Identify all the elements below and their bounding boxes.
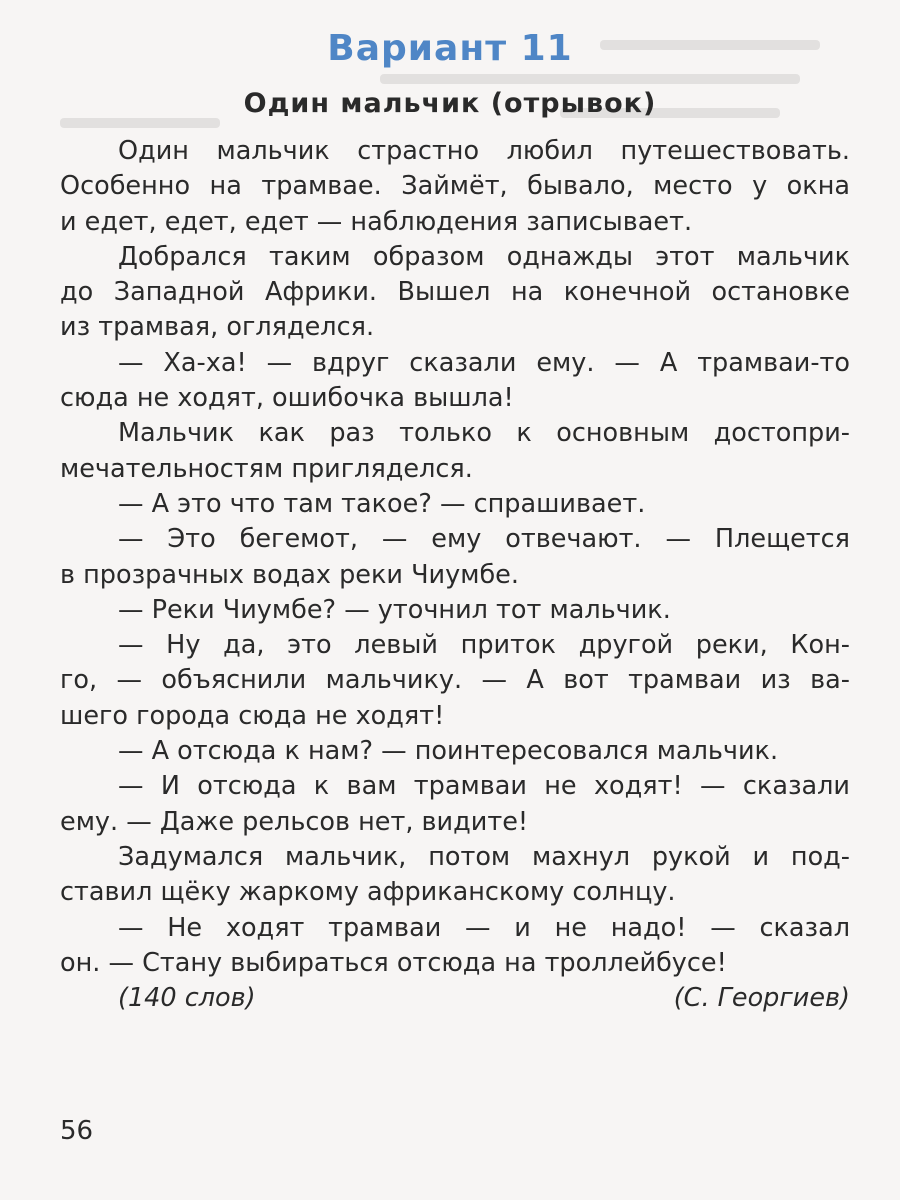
paragraph <box>60 522 850 593</box>
paragraph <box>60 911 850 982</box>
story-title: Один мальчик (отрывок) <box>243 88 657 119</box>
paragraph <box>60 593 850 628</box>
text-line: — Не ходят трамваи — и не надо! — сказал <box>118 912 850 943</box>
text-line: го, — объяснили мальчику. — А вот трамваи из ва- <box>60 665 850 696</box>
text-line: и едет, едет, едет — наблюдения записывает. <box>60 206 693 237</box>
text-line: он. — Стану выбираться отсюда на троллейбусе! <box>60 947 727 978</box>
paragraph <box>60 769 850 840</box>
text-line: — Ну да, это левый приток другой реки, Кон- <box>118 630 850 661</box>
text-line: сюда не ходят, ошибочка вышла! <box>60 383 514 414</box>
text-footer <box>60 981 850 1016</box>
text-line: — Ха-ха! — вдруг сказали ему. — А трамваи-то <box>118 347 850 378</box>
text-line: ему. — Даже рельсов нет, видите! <box>60 806 529 837</box>
author: (С. Георгиев) <box>673 983 850 1014</box>
word-count: (140 слов) <box>118 983 256 1014</box>
show-through-text <box>0 0 900 150</box>
text-line: ставил щёку жаркому африканскому солнцу. <box>60 877 676 908</box>
text-line: — Реки Чиумбе? — уточнил тот мальчик. <box>118 594 671 625</box>
text-line: — И отсюда к вам трамваи не ходят! — сказали <box>118 771 850 802</box>
variant-title: Вариант 11 <box>327 28 573 69</box>
text-line: Добрался таким образом однажды этот мальчик <box>118 241 850 272</box>
text-line: — А это что там такое? — спрашивает. <box>118 488 646 519</box>
text-line: Особенно на трамвае. Займёт, бывало, место у окна <box>60 171 850 202</box>
text-line: в прозрачных водах реки Чиумбе. <box>60 559 519 590</box>
paragraph <box>60 840 850 911</box>
story-text <box>60 134 850 1016</box>
paragraph <box>60 134 850 240</box>
text-line: Один мальчик страстно любил путешествовать. <box>118 136 850 166</box>
text-line: Мальчик как раз только к основным достопри- <box>118 418 850 449</box>
paragraph <box>60 240 850 346</box>
page-number: 56 <box>60 1116 94 1146</box>
paragraph <box>60 628 850 734</box>
text-line: — А отсюда к нам? — поинтересовался мальчик. <box>118 736 779 767</box>
text-line: из трамвая, огляделся. <box>60 312 375 343</box>
text-line: — Это бегемот, — ему отвечают. — Плещется <box>118 524 850 555</box>
text-line: до Западной Африки. Вышел на конечной остановке <box>60 277 850 308</box>
text-line: Задумался мальчик, потом махнул рукой и под- <box>118 841 850 872</box>
paragraph <box>60 487 850 522</box>
paragraph <box>60 416 850 487</box>
paragraph <box>60 346 850 417</box>
text-line: шего города сюда не ходят! <box>60 700 445 731</box>
paragraph <box>60 734 850 769</box>
text-line: мечательностям пригляделся. <box>60 453 473 484</box>
